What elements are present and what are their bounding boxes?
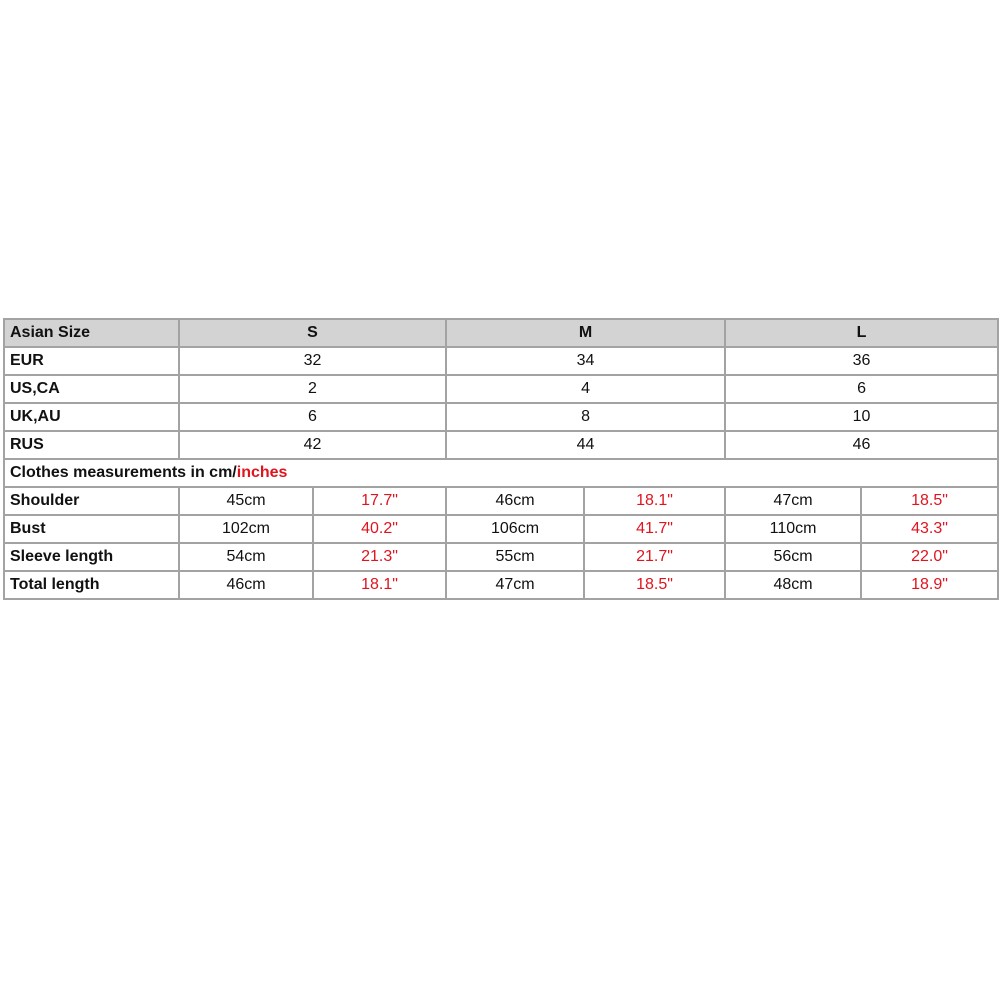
note-inches: inches xyxy=(236,464,288,481)
size-l-header: L xyxy=(725,319,998,347)
inch-value: 40.2" xyxy=(313,515,446,543)
size-s-header: S xyxy=(179,319,446,347)
conversion-row xyxy=(4,403,998,431)
size-value: 6 xyxy=(179,403,446,431)
measurements-note xyxy=(4,459,998,487)
size-chart-table xyxy=(3,318,999,600)
size-value: 2 xyxy=(179,375,446,403)
inch-value: 43.3" xyxy=(861,515,998,543)
conversion-row xyxy=(4,375,998,403)
cm-value: 102cm xyxy=(179,515,313,543)
cm-value: 46cm xyxy=(446,487,584,515)
cm-value: 54cm xyxy=(179,543,313,571)
row-label: EUR xyxy=(4,347,179,375)
header-row xyxy=(4,319,998,347)
measurement-row xyxy=(4,571,998,599)
row-label: US,CA xyxy=(4,375,179,403)
measurement-label: Bust xyxy=(4,515,179,543)
header-label: Asian Size xyxy=(4,319,179,347)
measurement-row xyxy=(4,543,998,571)
size-value: 32 xyxy=(179,347,446,375)
size-m-header: M xyxy=(446,319,725,347)
measurement-row xyxy=(4,487,998,515)
size-value: 10 xyxy=(725,403,998,431)
row-label: RUS xyxy=(4,431,179,459)
measurement-row xyxy=(4,515,998,543)
measurement-label: Total length xyxy=(4,571,179,599)
note-prefix: Clothes measurements in cm/ xyxy=(10,464,237,481)
inch-value: 21.3" xyxy=(313,543,446,571)
cm-value: 48cm xyxy=(725,571,861,599)
size-value: 36 xyxy=(725,347,998,375)
size-value: 6 xyxy=(725,375,998,403)
size-value: 34 xyxy=(446,347,725,375)
measurement-label: Sleeve length xyxy=(4,543,179,571)
size-value: 42 xyxy=(179,431,446,459)
inch-value: 18.1" xyxy=(313,571,446,599)
conversion-row xyxy=(4,431,998,459)
cm-value: 47cm xyxy=(725,487,861,515)
size-value: 8 xyxy=(446,403,725,431)
measurement-label: Shoulder xyxy=(4,487,179,515)
row-label: UK,AU xyxy=(4,403,179,431)
inch-value: 21.7" xyxy=(584,543,725,571)
size-value: 44 xyxy=(446,431,725,459)
inch-value: 22.0" xyxy=(861,543,998,571)
cm-value: 46cm xyxy=(179,571,313,599)
cm-value: 47cm xyxy=(446,571,584,599)
inch-value: 41.7" xyxy=(584,515,725,543)
size-value: 46 xyxy=(725,431,998,459)
cm-value: 106cm xyxy=(446,515,584,543)
cm-value: 110cm xyxy=(725,515,861,543)
cm-value: 45cm xyxy=(179,487,313,515)
conversion-row xyxy=(4,347,998,375)
size-value: 4 xyxy=(446,375,725,403)
cm-value: 55cm xyxy=(446,543,584,571)
cm-value: 56cm xyxy=(725,543,861,571)
inch-value: 18.9" xyxy=(861,571,998,599)
inch-value: 18.5" xyxy=(861,487,998,515)
inch-value: 18.1" xyxy=(584,487,725,515)
inch-value: 17.7" xyxy=(313,487,446,515)
measurements-note-row xyxy=(4,459,998,487)
inch-value: 18.5" xyxy=(584,571,725,599)
